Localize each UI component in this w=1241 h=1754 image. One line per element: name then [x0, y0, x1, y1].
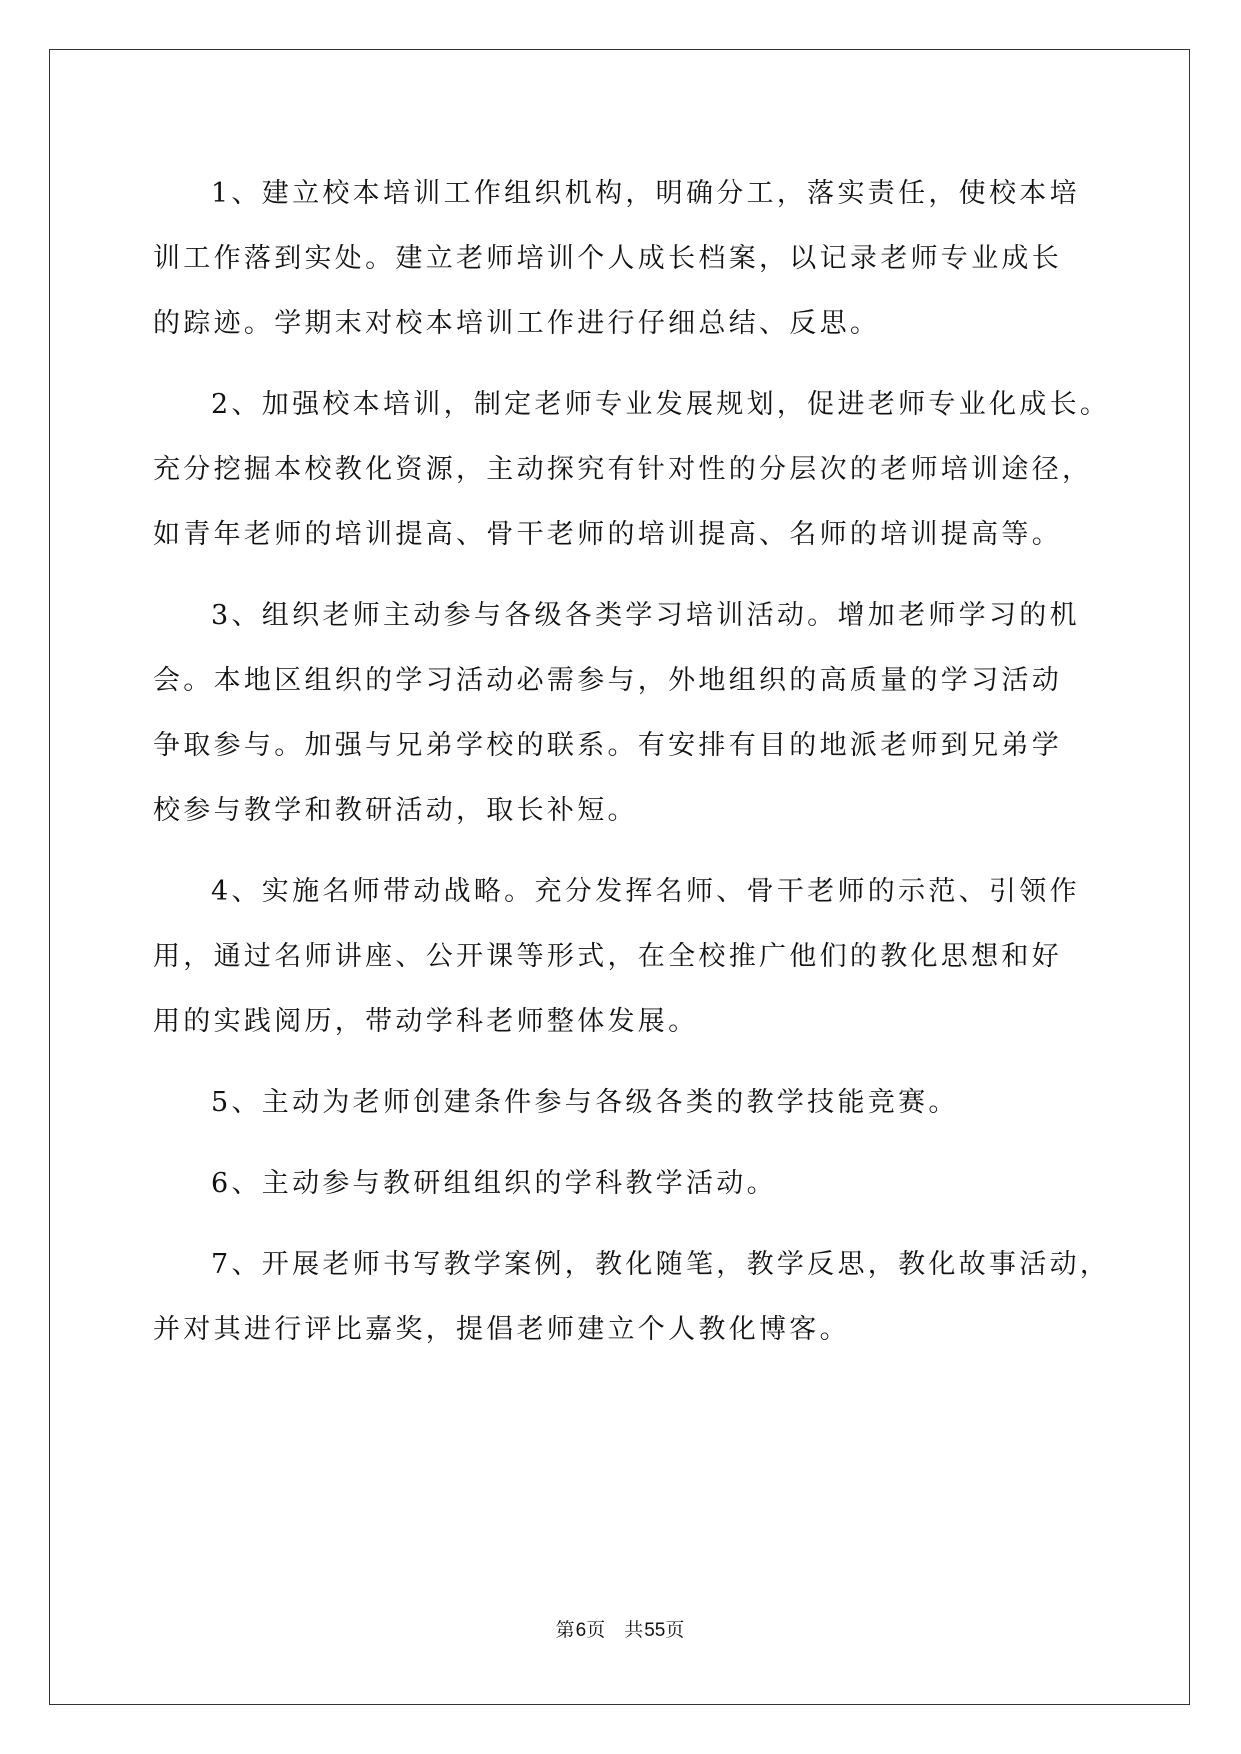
- paragraph-4: [153, 859, 1093, 1054]
- footer-total-suffix: 页: [665, 1619, 686, 1641]
- document-body: [153, 161, 1111, 1362]
- paragraph-line: 充分挖掘本校教化资源，主动探究有针对性的分层次的老师培训途径，: [153, 454, 1093, 485]
- paragraph-line: 3、组织老师主动参与各级各类学习培训活动。增加老师学习的机: [211, 600, 1080, 631]
- paragraph-line: 争取参与。加强与兄弟学校的联系。有安排有目的地派老师到兄弟学: [153, 730, 1062, 761]
- paragraph-line: 5、主动为老师创建条件参与各级各类的教学技能竞赛。: [211, 1087, 959, 1118]
- paragraph-2: [153, 372, 1111, 567]
- paragraph-gap: [153, 356, 1093, 372]
- paragraph-line: 4、实施名师带动战略。充分发挥名师、骨干老师的示范、引领作: [211, 876, 1080, 907]
- footer-page-number: 6: [575, 1620, 587, 1641]
- page-footer: [0, 1618, 1241, 1643]
- paragraph-7: [153, 1232, 1111, 1362]
- paragraph-line: 会。本地区组织的学习活动必需参与，外地组织的高质量的学习活动: [153, 665, 1062, 696]
- paragraph-gap: [153, 843, 1093, 859]
- footer-page-suffix: 页: [586, 1619, 607, 1641]
- paragraph-3: [153, 583, 1093, 843]
- paragraph-line: 6、主动参与教研组组织的学科教学活动。: [211, 1168, 777, 1199]
- footer-total-pages: 55: [644, 1620, 666, 1641]
- paragraph-line: 如青年老师的培训提高、骨干老师的培训提高、名师的培训提高等。: [153, 519, 1062, 550]
- paragraph-gap: [153, 1216, 1093, 1232]
- paragraph-line: 用，通过名师讲座、公开课等形式，在全校推广他们的教化思想和好: [153, 941, 1062, 972]
- paragraph-gap: [153, 567, 1093, 583]
- paragraph-line: 2、加强校本培训，制定老师专业发展规划，促进老师专业化成长。: [211, 389, 1111, 420]
- paragraph-line: 用的实践阅历，带动学科老师整体发展。: [153, 1006, 699, 1037]
- paragraph-line: 的踪迹。学期末对校本培训工作进行仔细总结、反思。: [153, 308, 881, 339]
- paragraph-line: 并对其进行评比嘉奖，提倡老师建立个人教化博客。: [153, 1314, 850, 1345]
- paragraph-line: 训工作落到实处。建立老师培训个人成长档案，以记录老师专业成长: [153, 243, 1062, 274]
- paragraph-1: [153, 161, 1093, 356]
- paragraph-line: 1、建立校本培训工作组织机构，明确分工，落实责任，使校本培: [211, 178, 1080, 209]
- paragraph-6: [153, 1151, 1093, 1216]
- paragraph-gap: [153, 1135, 1093, 1151]
- paragraph-line: 校参与教学和教研活动，取长补短。: [153, 795, 638, 826]
- paragraph-5: [153, 1070, 1093, 1135]
- footer-page-prefix: 第: [555, 1619, 576, 1641]
- paragraph-gap: [153, 1054, 1093, 1070]
- footer-total-prefix: 共: [624, 1619, 645, 1641]
- paragraph-line: 7、开展老师书写教学案例，教化随笔，教学反思，教化故事活动，: [211, 1249, 1111, 1280]
